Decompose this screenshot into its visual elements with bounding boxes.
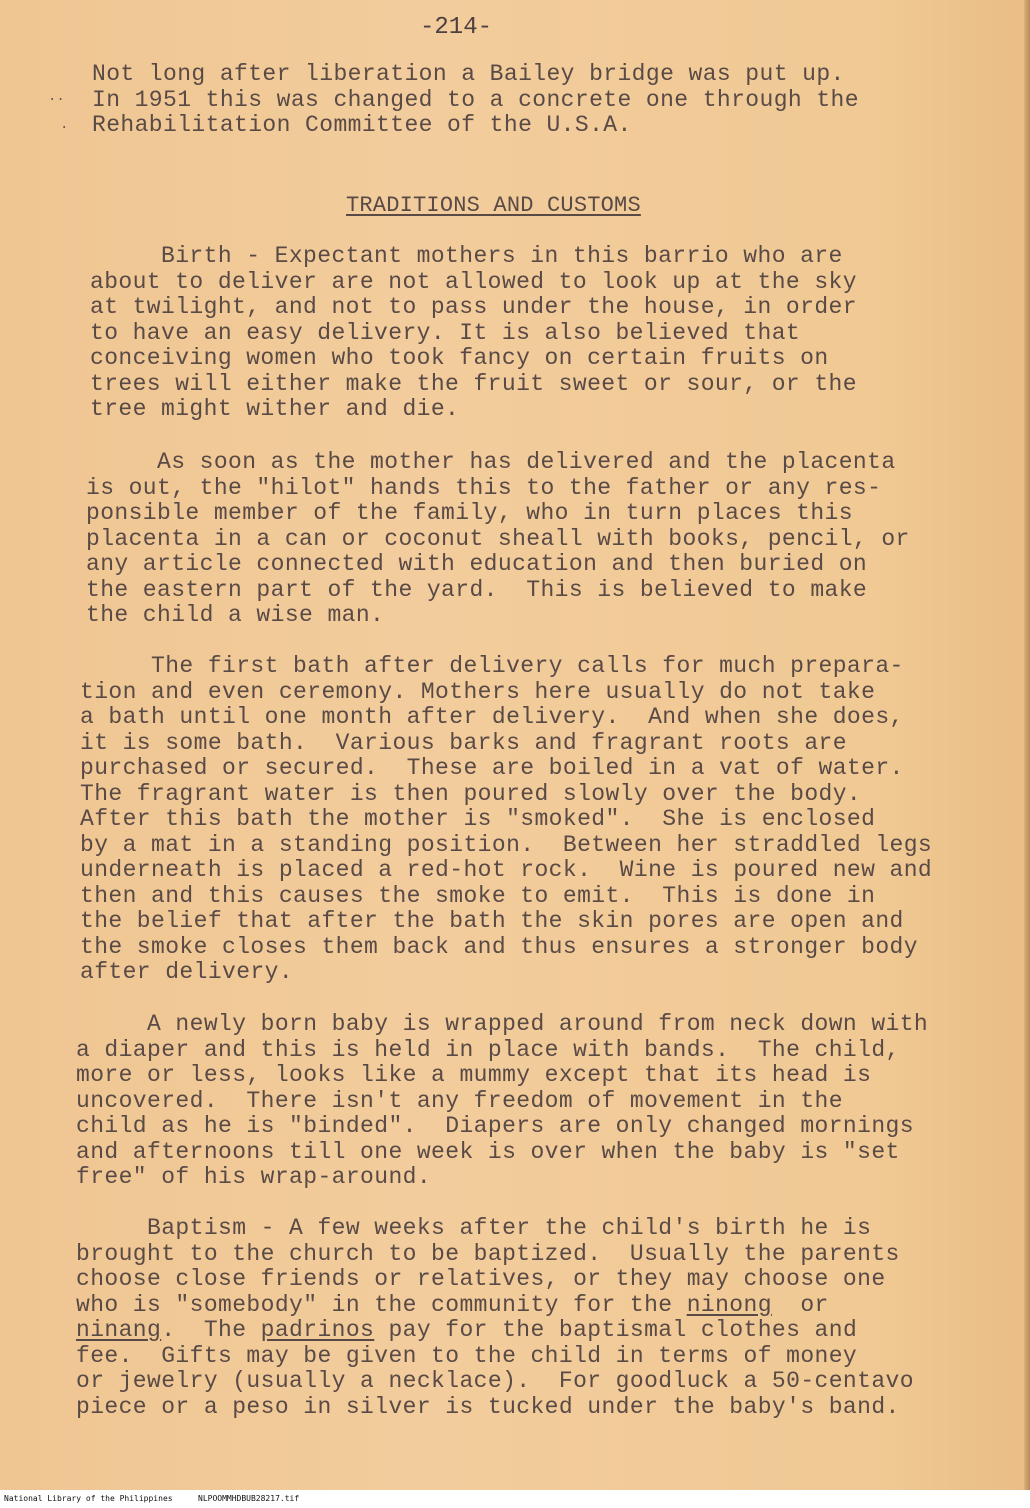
text-line: at twilight, and not to pass under the house, in order (90, 294, 857, 320)
stray-mark: · (60, 120, 69, 136)
text-line (76, 1293, 1030, 1319)
text-line: piece or a peso in silver is tucked under the baby's band. (76, 1393, 900, 1420)
text-line: fee. Gifts may be given to the child in terms of money (76, 1342, 858, 1369)
ninong-term: ninong (686, 1291, 772, 1318)
text-line: then and this causes the smoke to emit. This is done in (80, 882, 876, 909)
text-line: Baptism - A few weeks after the child's birth he is (76, 1215, 872, 1241)
birth-paragraph (0, 244, 1030, 423)
text-line: after delivery. (80, 959, 294, 985)
baptism-paragraph (0, 1216, 1030, 1420)
first-bath-paragraph (0, 654, 1030, 986)
text-line: tion and even ceremony. Mothers here usually do not take (80, 678, 876, 705)
text-segment: . The (161, 1317, 261, 1343)
text-line: underneath is placed a red-hot rock. Wine is poured new and (80, 857, 933, 883)
text-line: child as he is "binded". Diapers are only changed mornings (76, 1113, 914, 1139)
text-line: free" of his wrap-around. (76, 1164, 432, 1190)
text-line: choose close friends or relatives, or they may choose one (76, 1266, 886, 1292)
text-line: Not long after liberation a Bailey bridge was put up. (92, 61, 845, 87)
text-segment: or (771, 1291, 829, 1318)
text-line: is out, the "hilot" hands this to the father or any res- (86, 474, 882, 501)
text-line: brought to the church to be baptized. Usually the parents (76, 1240, 900, 1267)
text-line: about to deliver are not allowed to look up at the sky (90, 268, 857, 295)
text-line: it is some bath. Various barks and fragrant roots are (80, 729, 847, 756)
text-segment: who is "somebody" in the community for the (76, 1291, 687, 1318)
newborn-paragraph (0, 1012, 1030, 1191)
text-line: Birth - Expectant mothers in this barrio who are (90, 243, 843, 269)
ninang-term: ninang (76, 1317, 162, 1343)
text-line: ponsible member of the family, who in turn places this (86, 500, 853, 526)
text-line: more or less, looks like a mummy except that its head is (76, 1062, 872, 1088)
text-line: The first bath after delivery calls for much prepara- (80, 653, 904, 679)
text-line: placenta in a can or coconut sheall with books, pencil, or (86, 525, 910, 552)
text-line: the smoke closes them back and thus ensures a stronger body (80, 933, 918, 960)
text-segment: pay for the baptismal clothes and (374, 1317, 858, 1343)
text-line: the belief that after the bath the skin pores are open and (80, 908, 904, 934)
text-line: a diaper and this is held in place with bands. The child, (76, 1036, 900, 1063)
section-heading: TRADITIONS AND CUSTOMS (346, 193, 641, 218)
text-line: and afternoons till one week is over when the baby is "set (76, 1138, 900, 1165)
text-line: the eastern part of the yard. This is believed to make (86, 576, 868, 603)
stray-mark: ·· (48, 92, 65, 108)
text-line: by a mat in a standing position. Between her straddled legs (80, 831, 933, 858)
padrinos-term: padrinos (260, 1317, 375, 1343)
text-line: the child a wise man. (86, 602, 385, 628)
text-line: In 1951 this was changed to a concrete one through the (92, 86, 859, 113)
text-line (76, 1318, 1030, 1344)
intro-paragraph (0, 62, 1030, 139)
placenta-paragraph (0, 450, 1030, 629)
text-line: trees will either make the fruit sweet or sour, or the (90, 370, 857, 397)
text-line: conceiving women who took fancy on certain fruits on (90, 345, 829, 371)
page-number: -214- (420, 14, 493, 41)
footer-library: National Library of the Philippines (4, 1494, 173, 1503)
text-line: a bath until one month after delivery. And when she does, (80, 704, 904, 730)
text-line: As soon as the mother has delivered and the placenta (86, 449, 896, 475)
scan-footer (0, 1490, 1030, 1508)
text-line: any article connected with education and then buried on (86, 551, 868, 577)
text-line: tree might wither and die. (90, 396, 460, 422)
text-line: A newly born baby is wrapped around from neck down with (76, 1011, 929, 1037)
footer-file-id: NLPOOMMHDBUB28217.tif (198, 1494, 300, 1503)
text-line: After this bath the mother is "smoked". She is enclosed (80, 806, 876, 832)
text-line: uncovered. There isn't any freedom of movement in the (76, 1087, 843, 1114)
text-line: to have an easy delivery. It is also believed that (90, 319, 801, 346)
text-line: or jewelry (usually a necklace). For goodluck a 50-centavo (76, 1368, 914, 1394)
text-line: Rehabilitation Committee of the U.S.A. (92, 112, 632, 138)
text-line: purchased or secured. These are boiled in a vat of water. (80, 755, 904, 781)
text-line: The fragrant water is then poured slowly over the body. (80, 780, 862, 807)
